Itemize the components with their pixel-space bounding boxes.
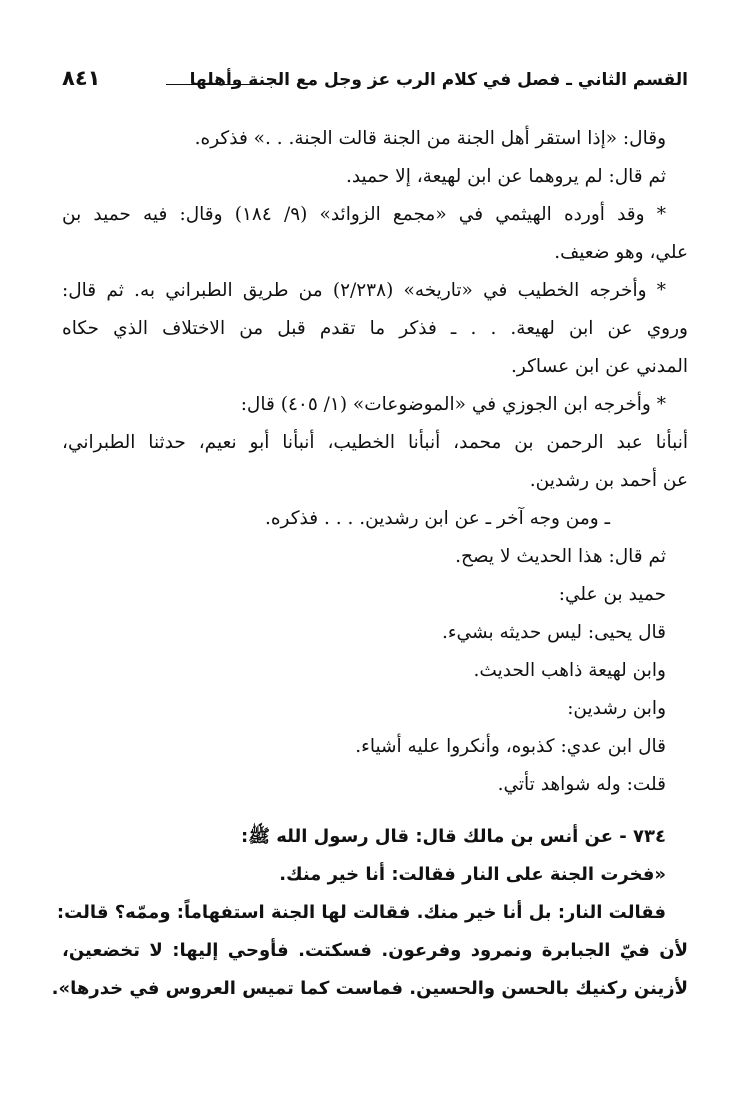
text-line: * وأخرجه ابن الجوزي في «الموضوعات» (١/ ٤٠٥) قال: xyxy=(240,394,666,415)
running-head: القسم الثاني ـ فصل في كلام الرب عز وجل مع الجنة وأهلها xyxy=(189,70,688,90)
page-header xyxy=(62,66,688,104)
text-line: المدني عن ابن عساكر. xyxy=(511,356,688,377)
text-line: حميد بن علي: xyxy=(558,584,666,605)
text-line: وابن رشدين: xyxy=(567,698,666,719)
text-line: علي، وهو ضعيف. xyxy=(554,242,688,263)
text-line: أنبأنا عبد الرحمن بن محمد، أنبأنا الخطيب، أنبأنا أبو نعيم، حدثنا الطبراني، xyxy=(62,432,688,453)
text-line: قال ابن عدي: كذبوه، وأنكروا عليه أشياء. xyxy=(355,736,666,757)
text-line: * وقد أورده الهيثمي في «مجمع الزوائد» (٩/ ١٨٤) وقال: فيه حميد بن xyxy=(62,204,666,225)
text-line: عن أحمد بن رشدين. xyxy=(529,470,688,491)
header-rule xyxy=(166,84,258,85)
page-number: ٨٤١ xyxy=(62,66,101,90)
text-line: وقال: «إذا استقر أهل الجنة من الجنة قالت الجنة. . .» فذكره. xyxy=(194,128,666,149)
hadith-line: لأن فيّ الجبابرة ونمرود وفرعون. فسكتت. فأوحي إليها: لا تخضعين، xyxy=(62,940,688,961)
text-line: ثم قال: لم يروهما عن ابن لهيعة، إلا حميد. xyxy=(345,166,666,187)
text-line: وابن لهيعة ذاهب الحديث. xyxy=(473,660,666,681)
hadith-heading: ٧٣٤ - عن أنس بن مالك قال: قال رسول الله ﷺ: xyxy=(241,826,666,847)
page-body xyxy=(51,120,688,1008)
hadith-line: فقالت النار: بل أنا خير منك. فقالت لها الجنة استفهاماً: وممّه؟ قالت: xyxy=(56,902,666,923)
hadith-line: لأزينن ركنيك بالحسن والحسين. فماست كما تميس العروس في خدرها». xyxy=(51,978,688,999)
text-line: ثم قال: هذا الحديث لا يصح. xyxy=(455,546,666,567)
section-gap xyxy=(62,804,688,818)
hadith-line: «فخرت الجنة على النار فقالت: أنا خير منك. xyxy=(279,864,666,885)
text-line: ـ ومن وجه آخر ـ عن ابن رشدين. . . . فذكره. xyxy=(264,508,610,529)
text-line: وروي عن ابن لهيعة. . . ـ فذكر ما تقدم قبل من الاختلاف الذي حكاه xyxy=(62,318,688,339)
text-line: * وأخرجه الخطيب في «تاريخه» (٢/٢٣٨) من طريق الطبراني به. ثم قال: xyxy=(62,280,666,301)
text-line: قلت: وله شواهد تأتي. xyxy=(497,774,666,795)
text-line: قال يحيى: ليس حديثه بشيء. xyxy=(441,622,666,643)
